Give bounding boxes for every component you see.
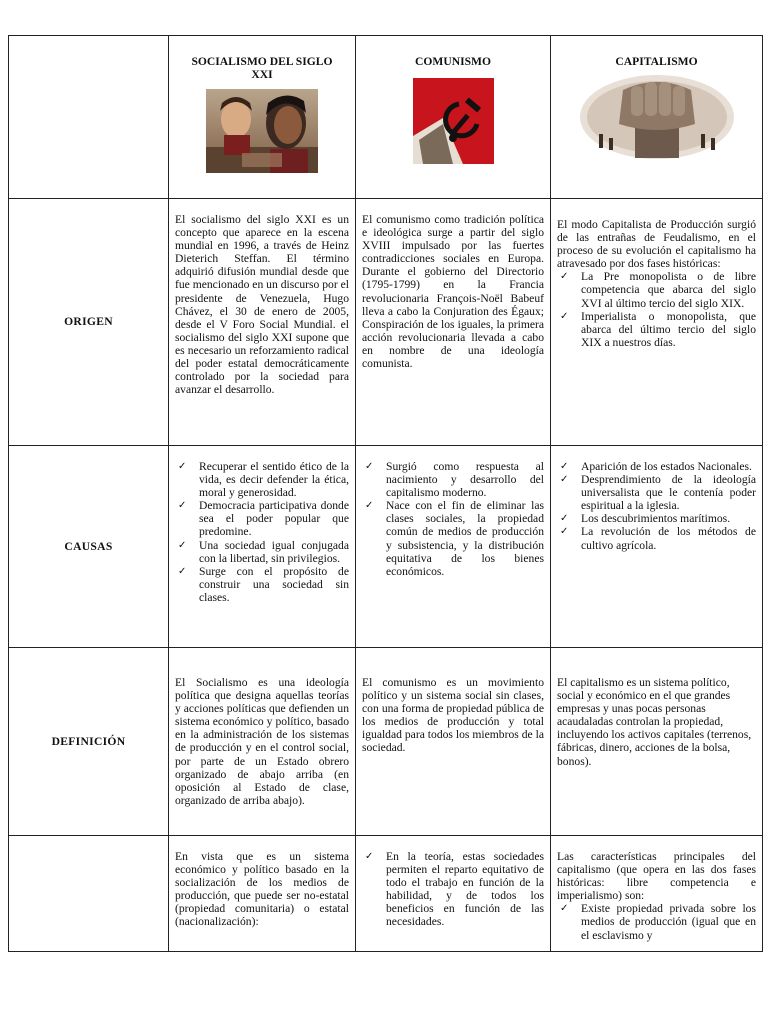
caracteristicas-capitalismo-cell — [551, 836, 763, 952]
origen-capitalismo-list — [557, 270, 756, 349]
row-caracteristicas — [9, 836, 763, 952]
check-icon: ✓ — [560, 903, 569, 915]
header-socialismo-title: SOCIALISMO DEL SIGLO XXI — [191, 55, 333, 82]
causas-comunismo-cell — [356, 446, 551, 648]
header-capitalismo — [551, 36, 763, 199]
origen-capitalismo-intro: El modo Capitalista de Producción surgió de las entrañas de Feudalismo, en el proceso de su evolución el capitalismo ha atravesado por dos fases históricas: — [557, 218, 756, 271]
list-item: ✓ En la teoría, estas sociedades permiten el reparto equitativo de todo el trabajo en función de la habilidad, y de todos los beneficios en función de las necesidades. — [365, 850, 544, 929]
list-item: ✓ Surgió como respuesta al nacimiento y desarrollo del capitalismo moderno. — [365, 460, 544, 500]
list-item: ✓ Recuperar el sentido ético de la vida, es decir defender la ética, moral y generosidad. — [178, 460, 349, 500]
row-label-causas: CAUSAS — [9, 446, 169, 648]
caracteristicas-capitalismo-intro: Las características principales del capitalismo (que opera en las dos fases históricas: libre competencia e imperialismo) son: — [557, 850, 756, 903]
causas-socialismo-cell — [169, 446, 356, 648]
causas-comunismo-list — [362, 460, 544, 578]
check-icon: ✓ — [178, 461, 187, 472]
list-item: ✓ Surge con el propósito de construir una sociedad sin clases. — [178, 564, 349, 604]
list-item: ✓ La revolución de los métodos de cultivo agrícola. — [560, 525, 756, 552]
caracteristicas-comunismo-list — [362, 850, 544, 929]
hammer-sickle-icon — [413, 78, 494, 164]
header-row — [9, 36, 763, 199]
causas-socialismo-list — [175, 460, 349, 604]
row-label-caracteristicas — [9, 836, 169, 952]
origen-socialismo-cell — [169, 199, 356, 446]
origen-comunismo-text: El comunismo como tradición política e ideológica surge a partir del siglo XVIII impulsado por las fuertes contradicciones sociales en Europa. Durante el gobierno del Directorio (1795-1799) en la Francia revolucionaria François-Noël Babeuf lleva a cabo la Conjuration des Égaux; Conspiración de los iguales, la primera acción revolucionaria llevada a cabo en nombre de una ideología comunista. — [362, 213, 544, 371]
list-item: ✓ Los descubrimientos marítimos. — [560, 512, 731, 526]
comparison-table — [8, 35, 763, 952]
check-icon: ✓ — [560, 461, 569, 472]
check-icon: ✓ — [178, 539, 187, 551]
row-definicion — [9, 648, 763, 836]
caracteristicas-socialismo-cell — [169, 836, 356, 952]
origen-socialismo-text: El socialismo del siglo XXI es un concepto que aparece en la escena mundial en 1996, a través de Heinz Dieterich Steffan. El término adquirió difusión mundial desde que fue mencionado en un discurso por el presidente de Venezuela, Hugo Chávez, el 30 de enero de 2005, desde el V Foro Social Mundial. el socialismo del siglo XXI supone que es necesario un reforzamiento radical del poder estatal democráticamente controlado por la sociedad para avanzar el desarrollo. — [175, 213, 349, 397]
list-item: ✓ La Pre monopolista o de libre competencia que abarca del siglo XVI al último tercio del siglo XIX. — [560, 270, 756, 310]
list-item: ✓ Aparición de los estados Nacionales. — [560, 460, 752, 473]
check-icon: ✓ — [560, 513, 569, 525]
definicion-comunismo-text: El comunismo es un movimiento político y un sistema social sin clases, con una forma de propiedad pública de los medios de producción y total igualdad para todos los miembros de la sociedad. — [362, 676, 544, 755]
check-icon: ✓ — [365, 500, 374, 512]
causas-capitalismo-cell — [551, 446, 763, 648]
row-label-origen: ORIGEN — [9, 199, 169, 446]
definicion-capitalismo-cell — [551, 648, 763, 836]
check-icon: ✓ — [560, 474, 569, 486]
check-icon: ✓ — [365, 461, 374, 472]
check-icon: ✓ — [560, 271, 569, 283]
check-icon: ✓ — [560, 310, 569, 322]
fist-money-icon — [579, 74, 735, 160]
origen-capitalismo-cell — [551, 199, 763, 446]
row-label-definicion: DEFINICIÓN — [9, 648, 169, 836]
header-capitalismo-title: CAPITALISMO — [615, 55, 698, 68]
header-comunismo-title: COMUNISMO — [415, 55, 491, 68]
origen-comunismo-cell — [356, 199, 551, 446]
check-icon: ✓ — [365, 851, 374, 862]
check-icon: ✓ — [178, 500, 187, 512]
list-item: ✓ Una sociedad igual conjugada con la libertad, sin privilegios. — [178, 538, 349, 565]
caracteristicas-capitalismo-list — [557, 902, 756, 941]
causas-capitalismo-list — [557, 460, 756, 552]
definicion-comunismo-cell — [356, 648, 551, 836]
list-item: ✓ Desprendimiento de la ideología universalista que le contenía poder espiritual a la iglesia. — [560, 473, 756, 513]
header-comunismo — [356, 36, 551, 199]
row-origen — [9, 199, 763, 446]
list-item: ✓ Nace con el fin de eliminar las clases sociales, la propiedad común de medios de producción y subsistencia, y la distribución equitativa de los bienes económicos. — [365, 499, 544, 578]
list-item: ✓ Democracia participativa donde sea el poder popular que predomine. — [178, 499, 349, 539]
caracteristicas-socialismo-text: En vista que es un sistema económico y político basado en la socialización de los medios de producción, que puede ser no-estatal (propiedad comunitaria) o estatal (nacionalización): — [175, 850, 349, 929]
caracteristicas-comunismo-cell — [356, 836, 551, 952]
row-causas — [9, 446, 763, 648]
definicion-capitalismo-text: El capitalismo es un sistema político, social y económico en el que grandes empresas y unas pocas personas acaudaladas controlan la propiedad, incluyendo los activos capitales (terrenos, fábricas, dinero, acciones de la bolsa, bonos). — [557, 676, 752, 768]
definicion-socialismo-cell — [169, 648, 356, 836]
header-socialismo — [169, 36, 356, 199]
portrait-collage-icon — [206, 89, 318, 173]
list-item: ✓ Existe propiedad privada sobre los medios de producción (igual que en el esclavismo y — [560, 902, 756, 942]
check-icon: ✓ — [560, 526, 569, 538]
check-icon: ✓ — [178, 565, 187, 577]
definicion-socialismo-text: El Socialismo es una ideología política que designa aquellas teorías y acciones políticas que defienden un sistema económico y político, basado en la administración de los sistemas de producción y en el control social, por parte de un Estado obrero organizado de abajo arriba (en oposición al Estado de clase, organizado de arriba abajo). — [175, 676, 349, 807]
corner-cell — [9, 36, 169, 199]
list-item: ✓ Imperialista o monopolista, que abarca del último tercio del siglo XIX a nuestros días. — [560, 309, 756, 349]
